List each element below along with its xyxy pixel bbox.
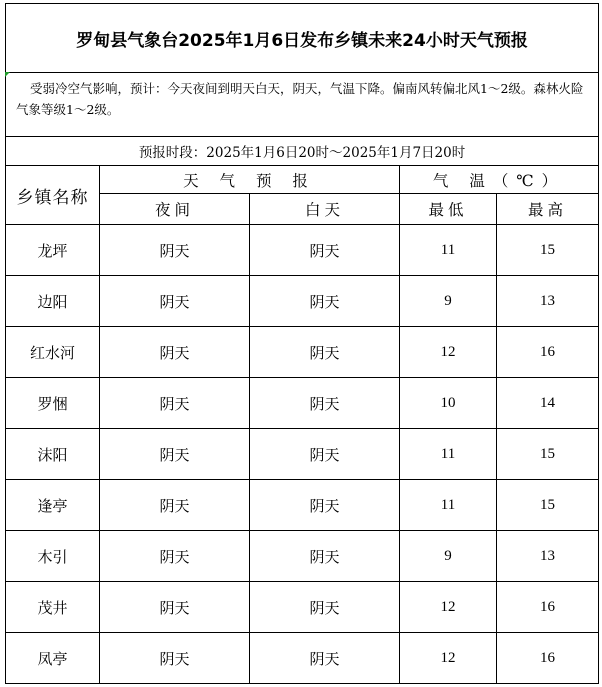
table-row [6,633,599,684]
table-row [6,480,599,531]
night-column-header: 夜间 [100,194,250,225]
night-weather-cell: 阴天 [100,276,250,327]
table-row [6,531,599,582]
day-weather-cell: 阴天 [250,327,400,378]
night-weather-cell: 阴天 [100,378,250,429]
day-weather-cell: 阴天 [250,633,400,684]
night-weather-cell: 阴天 [100,480,250,531]
town-cell: 边阳 [6,276,100,327]
town-cell: 龙坪 [6,225,100,276]
table-row [6,225,599,276]
forecast-description: 受弱冷空气影响，预计：今天夜间到明天白天，阴天，气温下降。偏南风转偏北风1～2级。森林火险气象等级1～2级。 [6,73,599,137]
max-temp-cell: 13 [497,531,599,582]
day-weather-cell: 阴天 [250,378,400,429]
day-column-header: 白天 [250,194,400,225]
max-temp-cell: 15 [497,480,599,531]
town-cell: 红水河 [6,327,100,378]
town-cell: 罗悃 [6,378,100,429]
min-temp-cell: 10 [400,378,497,429]
forecast-sheet [5,3,598,684]
night-weather-cell: 阴天 [100,327,250,378]
min-temp-column-header: 最低 [400,194,497,225]
max-temp-cell: 15 [497,429,599,480]
table-row [6,327,599,378]
min-temp-cell: 12 [400,633,497,684]
max-temp-cell: 13 [497,276,599,327]
night-weather-cell: 阴天 [100,582,250,633]
table-row [6,429,599,480]
min-temp-cell: 9 [400,531,497,582]
cell-corner-marker [5,72,10,77]
forecast-period: 预报时段：2025年1月6日20时～2025年1月7日20时 [6,137,599,166]
town-cell: 沫阳 [6,429,100,480]
temperature-column-header: 气 温（℃） [400,166,599,194]
table-row [6,276,599,327]
town-cell: 茂井 [6,582,100,633]
max-temp-cell: 16 [497,633,599,684]
min-temp-cell: 12 [400,327,497,378]
night-weather-cell: 阴天 [100,531,250,582]
weather-column-header: 天 气 预 报 [100,166,400,194]
max-temp-cell: 16 [497,582,599,633]
forecast-table [5,3,599,684]
table-row [6,582,599,633]
day-weather-cell: 阴天 [250,276,400,327]
night-weather-cell: 阴天 [100,429,250,480]
day-weather-cell: 阴天 [250,429,400,480]
night-weather-cell: 阴天 [100,633,250,684]
table-row [6,378,599,429]
max-temp-column-header: 最高 [497,194,599,225]
page-title: 罗甸县气象台2025年1月6日发布乡镇未来24小时天气预报 [6,4,599,73]
day-weather-cell: 阴天 [250,480,400,531]
day-weather-cell: 阴天 [250,582,400,633]
min-temp-cell: 11 [400,480,497,531]
max-temp-cell: 14 [497,378,599,429]
night-weather-cell: 阴天 [100,225,250,276]
min-temp-cell: 11 [400,225,497,276]
day-weather-cell: 阴天 [250,225,400,276]
town-column-header: 乡镇名称 [6,166,100,225]
town-cell: 逢亭 [6,480,100,531]
min-temp-cell: 12 [400,582,497,633]
min-temp-cell: 11 [400,429,497,480]
min-temp-cell: 9 [400,276,497,327]
max-temp-cell: 16 [497,327,599,378]
town-cell: 凤亭 [6,633,100,684]
day-weather-cell: 阴天 [250,531,400,582]
max-temp-cell: 15 [497,225,599,276]
town-cell: 木引 [6,531,100,582]
